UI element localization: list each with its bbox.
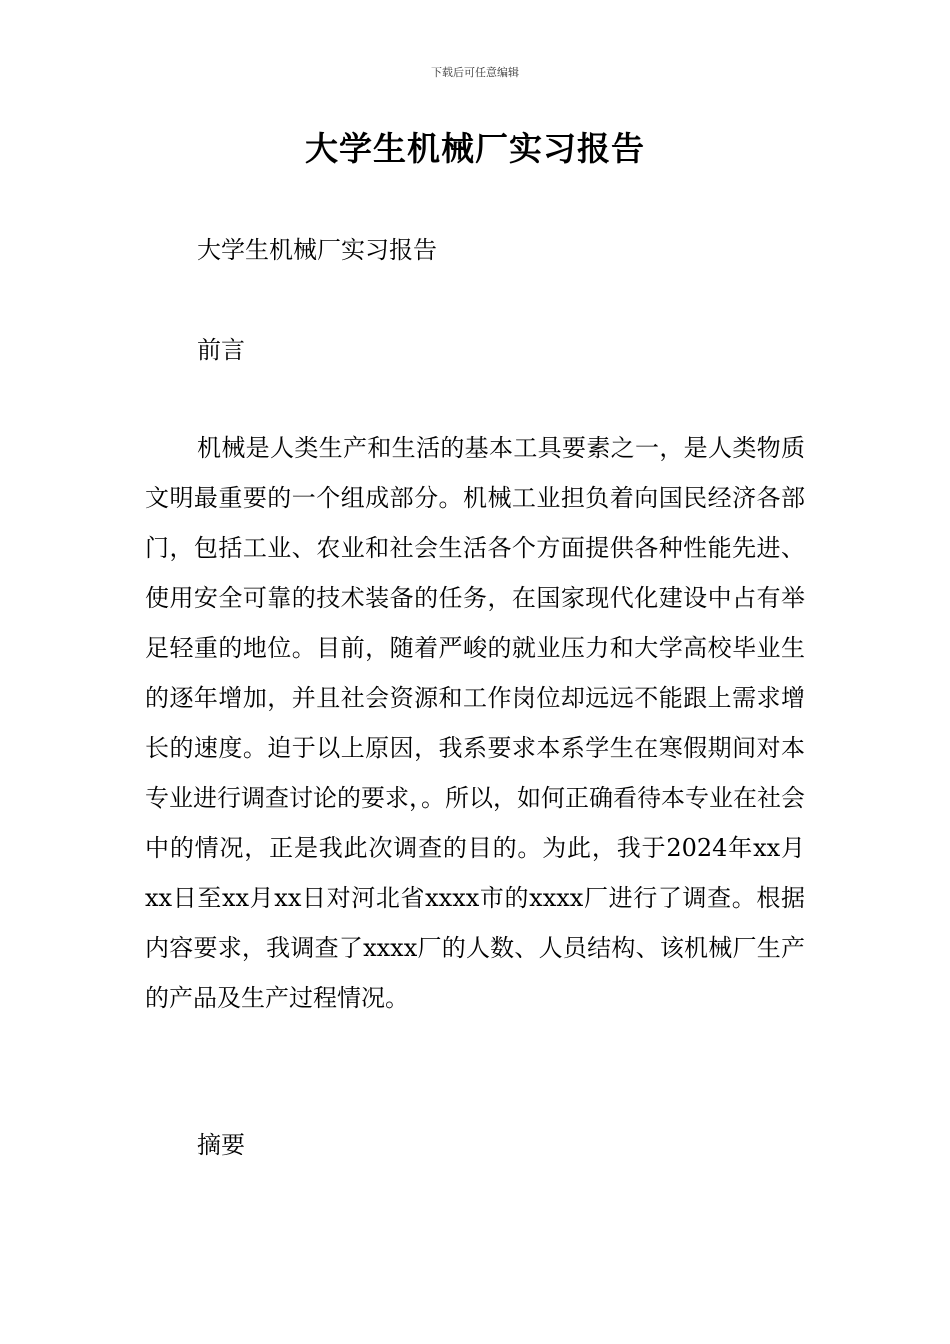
preface-body: 机械是人类生产和生活的基本工具要素之一，是人类物质文明最重要的一个组成部分。机械工业担负着向国民经济各部门，包括工业、农业和社会生活各个方面提供各种性能先进、使用安全可靠的技术装备的任务，在国家现代化建设中占有举足轻重的地位。目前，随着严峻的就业压力和大学高校毕业生的逐年增加，并且社会资源和工作岗位却远远不能跟上需求增长的速度。迫于以上原因，我系要求本系学生在寒假期间对本专业进行调查讨论的要求，。所以，如何正确看待本专业在社会中的情况，正是我此次调查的目的。为此，我于2024年xx月xx日至xx月xx日对河北省xxxx市的xxxx厂进行了调查。根据内容要求，我调查了xxxx厂的人数、人员结构、该机械厂生产的产品及生产过程情况。: [145, 434, 805, 1012]
page-header-note: 下载后可任意编辑: [431, 66, 519, 79]
abstract-heading: 摘要: [197, 1131, 245, 1159]
preface-heading: 前言: [197, 336, 245, 364]
document-subtitle: 大学生机械厂实习报告: [197, 236, 437, 264]
document-title: 大学生机械厂实习报告: [305, 129, 645, 168]
